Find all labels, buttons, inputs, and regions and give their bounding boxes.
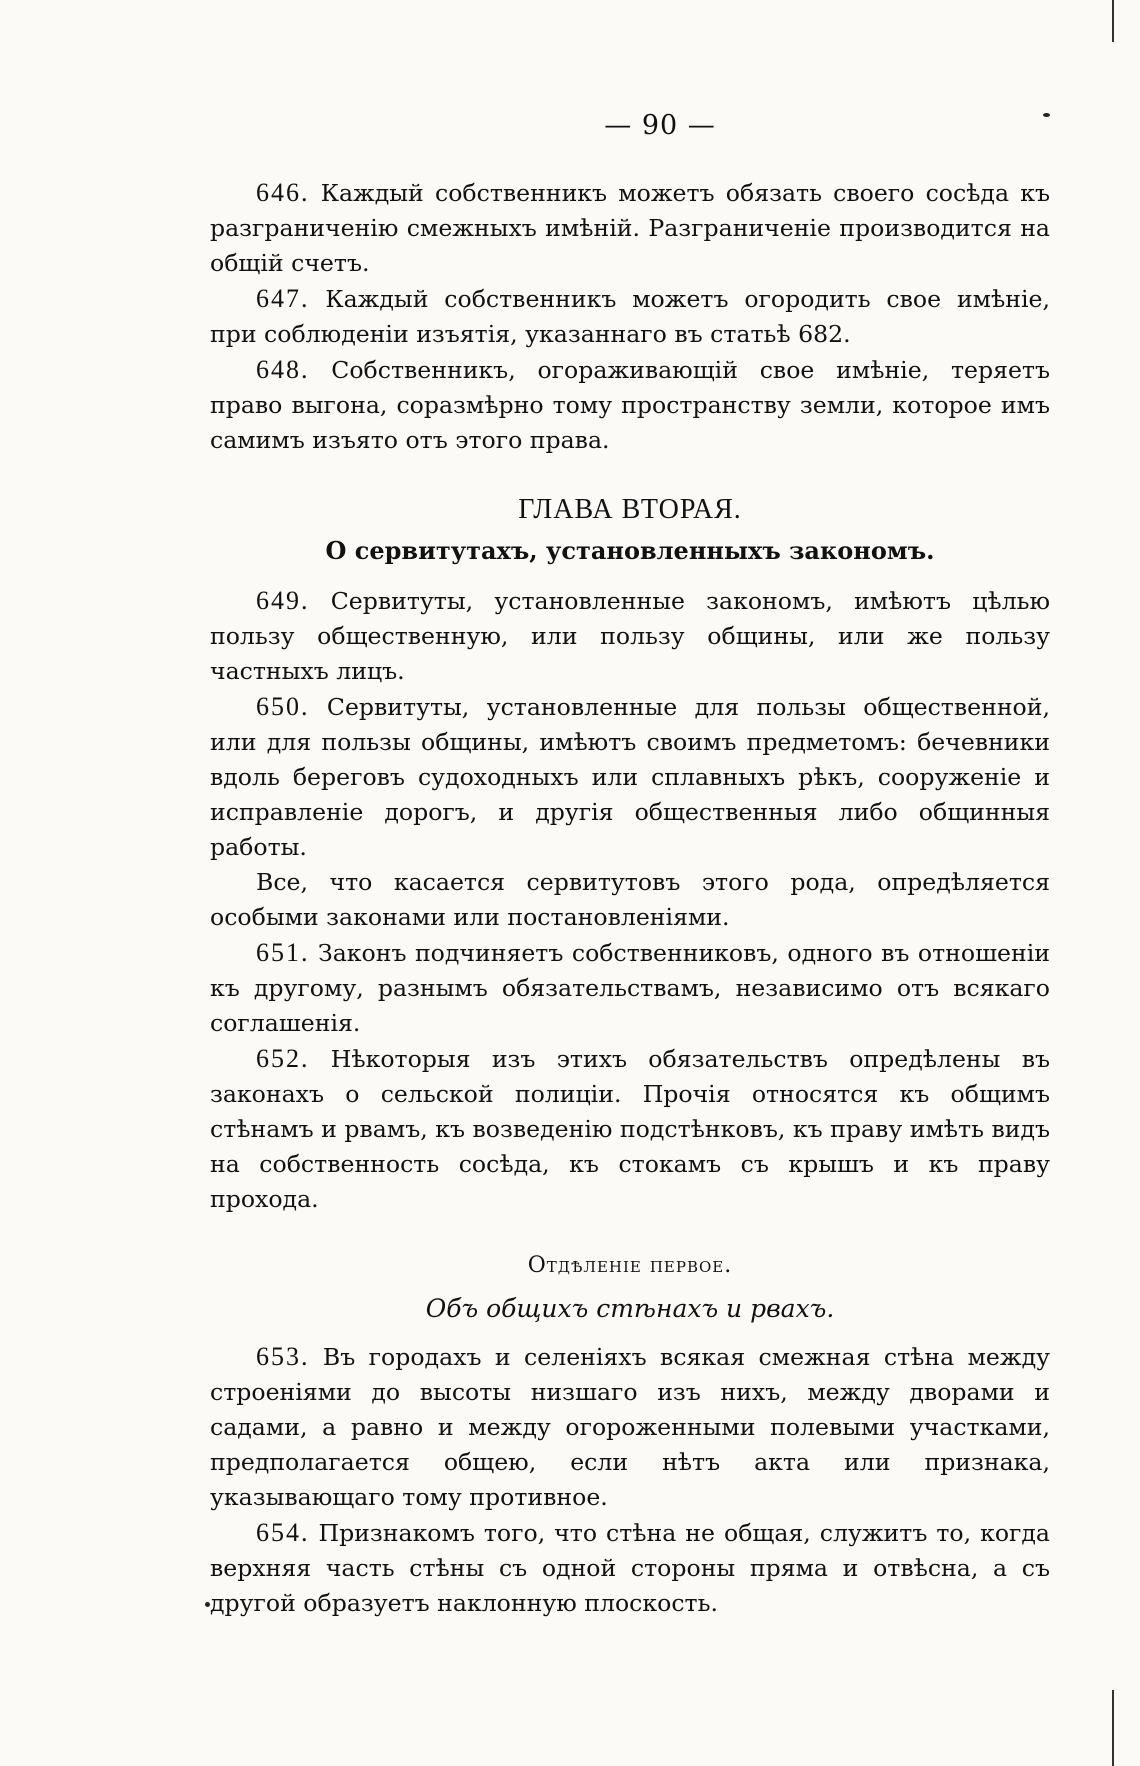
section-subtitle: Объ общихъ стѣнахъ и рвахъ. [425, 1294, 835, 1323]
article-652 [210, 1041, 1050, 1217]
article-text: Все, что касается сервитутовъ этого рода, опредѣляется особыми законами или постановленіями. [210, 868, 1050, 931]
articles-block-1 [210, 175, 1050, 458]
article-650 [210, 689, 1050, 865]
article-646 [210, 175, 1050, 281]
article-text: Каждый собственникъ можетъ огородить свое имѣніе, при соблюденіи изъятія, указаннаго въ статьѣ 682. [210, 285, 1050, 348]
article-text: Собственникъ, огораживающій свое имѣніе, теряетъ право выгона, соразмѣрно тому пространству земли, которое имъ самимъ изъято отъ этого права. [210, 356, 1050, 454]
article-text: Каждый собственникъ можетъ обязать своего сосѣда къ разграниченію смежныхъ имѣній. Разграниченіе производится на общій счетъ. [210, 179, 1051, 277]
article-text: Въ городахъ и селеніяхъ всякая смежная стѣна между строеніями до высоты низшаго изъ нихъ, между дворами и садами, а равно и между огороженными полевыми участками, предполагается общею, если нѣтъ акта или признака, указывающаго тому противное. [210, 1343, 1050, 1511]
article-653 [210, 1339, 1050, 1515]
scan-edge-line-bottom [1112, 1690, 1114, 1766]
article-number: 651. [256, 938, 310, 967]
scan-edge-line-top [1112, 0, 1114, 42]
article-number: 653. [256, 1342, 310, 1371]
article-650-continuation [210, 865, 1050, 935]
article-654 [210, 1515, 1050, 1621]
article-number: 649. [256, 586, 310, 615]
article-text: Сервитуты, установленные для пользы общественной, или для пользы общины, имѣютъ своимъ предметомъ: бечевники вдоль береговъ судоходныхъ или сплавныхъ рѣкъ, сооруженіе и исправленіе дорогъ, и другія общественныя либо общинныя работы. [210, 693, 1050, 861]
article-647 [210, 281, 1050, 352]
article-number: 647. [256, 284, 310, 313]
chapter-subtitle: О сервитутахъ, установленныхъ закономъ. [325, 536, 935, 565]
book-page [210, 110, 1050, 1621]
article-648 [210, 352, 1050, 458]
article-text: Законъ подчиняетъ собственниковъ, одного въ отношеніи къ другому, разнымъ обязательствамъ, независимо отъ всякаго соглашенія. [210, 939, 1051, 1037]
page-number: — 90 — [604, 110, 716, 141]
article-number: 646. [256, 178, 310, 207]
articles-block-2 [210, 583, 1050, 1217]
article-text: Нѣкоторыя изъ этихъ обязательствъ опредѣлены въ законахъ о сельской полиціи. Прочія относятся къ общимъ стѣнамъ и рвамъ, къ возведенію подстѣнковъ, къ праву имѣть видъ на собственность сосѣда, къ стокамъ съ крышъ и къ праву прохода. [210, 1045, 1051, 1213]
article-number: 654. [256, 1518, 310, 1547]
article-number: 652. [256, 1044, 310, 1073]
articles-block-3 [210, 1339, 1050, 1621]
article-text: Сервитуты, установленные закономъ, имѣютъ цѣлью пользу общественную, или пользу общины, или же пользу частныхъ лицъ. [210, 587, 1050, 685]
section-title: Отдѣленіе первое. [527, 1253, 733, 1278]
article-number: 648. [256, 355, 310, 384]
article-649 [210, 583, 1050, 689]
article-text: Признакомъ того, что стѣна не общая, служитъ то, когда верхняя часть стѣны съ одной стороны пряма и отвѣсна, а съ другой образуетъ наклонную плоскость. [210, 1519, 1050, 1617]
article-number: 650. [256, 692, 310, 721]
article-651 [210, 935, 1050, 1041]
chapter-title: ГЛАВА ВТОРАЯ. [518, 494, 742, 525]
